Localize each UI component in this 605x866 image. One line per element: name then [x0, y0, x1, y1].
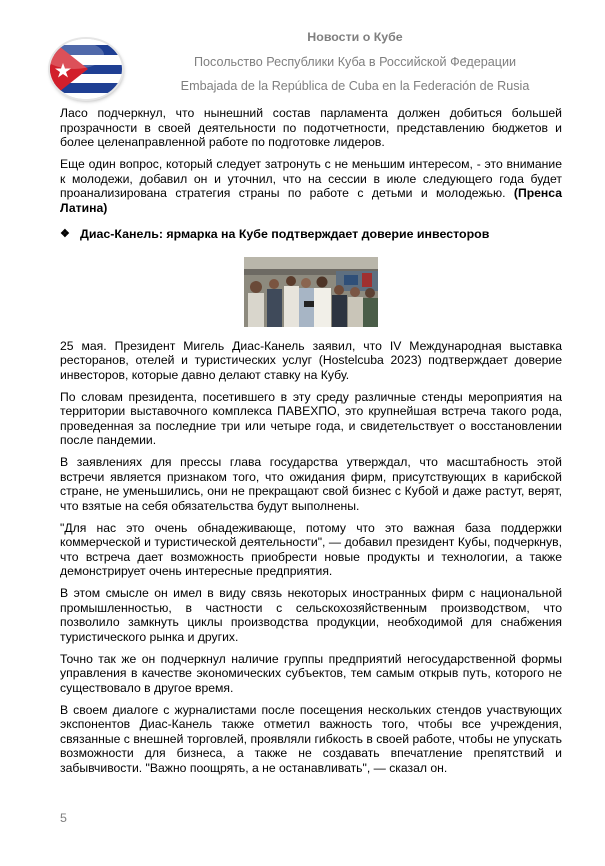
paragraph: В заявлениях для прессы глава государства утверждал, что масштабность этой встречи является признаком того, что ожидания фирм, присутствующих в карибской стране, не уменьшились, они не прекращают свой бизнес с Кубой и даже растут, верят, что взятые на себя обязательства будут выполнены. — [60, 455, 562, 513]
paragraph: Точно так же он подчеркнул наличие группы предприятий негосударственной формы управления в качестве экономических субъектов, тем самым открыв путь, которого не существовало в другое время. — [60, 651, 562, 695]
paragraph: В этом смысле он имел в виду связь некоторых иностранных фирм с национальной промышленностью, в частности с сельскохозяйственным производством, что позволило замкнуть циклы производства продукции, необходимой для снабжения туристического рынка и других. — [60, 586, 562, 644]
embassy-name-ru: Посольство Республики Куба в Российской Федерации — [193, 55, 517, 69]
paragraph: 25 мая. Президент Мигель Диас-Канель заявил, что IV Международная выставка ресторанов, отелей и туристических услуг (Hostelcuba 2023) подтверждает доверие инвесторов, которые давно делают ставку на Кубу. — [60, 338, 562, 382]
page-header — [0, 0, 605, 100]
article-body — [60, 106, 562, 783]
page-number: 5 — [60, 811, 67, 825]
paragraph — [60, 157, 562, 215]
cuba-flag-icon — [50, 39, 122, 99]
paragraph-text: Еще один вопрос, который следует затронуть с не меньшим интересом, - это внимание к молодежи, добавил он и уточнил, что на сессии в июле следующего года будет проанализирована стратегия страны по работе с детьми и молодежью. — [60, 157, 562, 200]
embassy-name-es: Embajada de la República de Cuba en la Federación de Rusia — [180, 79, 530, 93]
paragraph: "Для нас это очень обнадеживающе, потому что это важная база поддержки коммерческой и туристической деятельности", — добавил президент Кубы, подчеркнув, что встреча дает возможность приобрести новые продукты и технологии, а также демонстрирует очень интересные предприятия. — [60, 520, 562, 578]
article-heading-text: Диас-Канель: ярмарка на Кубе подтверждает доверие инвесторов — [80, 227, 490, 241]
paragraph: Ласо подчеркнул, что нынешний состав парламента должен добиться большей прозрачности в своей деятельности по подотчетности, представлению бюджетов и более целенаправленной работе по подготовке лидеров. — [60, 106, 562, 149]
diamond-bullet-icon: ❖ — [60, 228, 70, 240]
news-photo — [244, 257, 378, 327]
news-source: (Пренса Латина) — [60, 186, 562, 215]
paragraph: В своем диалоге с журналистами после посещения нескольких стендов участвующих экспонентов Диас-Канель также отметил важность того, чтобы все учреждения, связанные с внешней торговлей, проявляли гибкость в своей работе, чтобы не упускать возможности для бизнеса, а также не создавать впечатление препятствий и забывчивости. "Важно поощрять, а не останавливать", — сказал он. — [60, 702, 562, 775]
newsletter-title: Новости о Кубе — [307, 30, 403, 44]
article-heading — [60, 227, 562, 242]
paragraph: По словам президента, посетившего в эту среду различные стенды мероприятия на территории выставочного комплекса ПАВЕХПО, это крупнейшая встреча такого рода, проведенная за последние три или четыре года, и свидетельствует о восстановлении после пандемии. — [60, 389, 562, 447]
